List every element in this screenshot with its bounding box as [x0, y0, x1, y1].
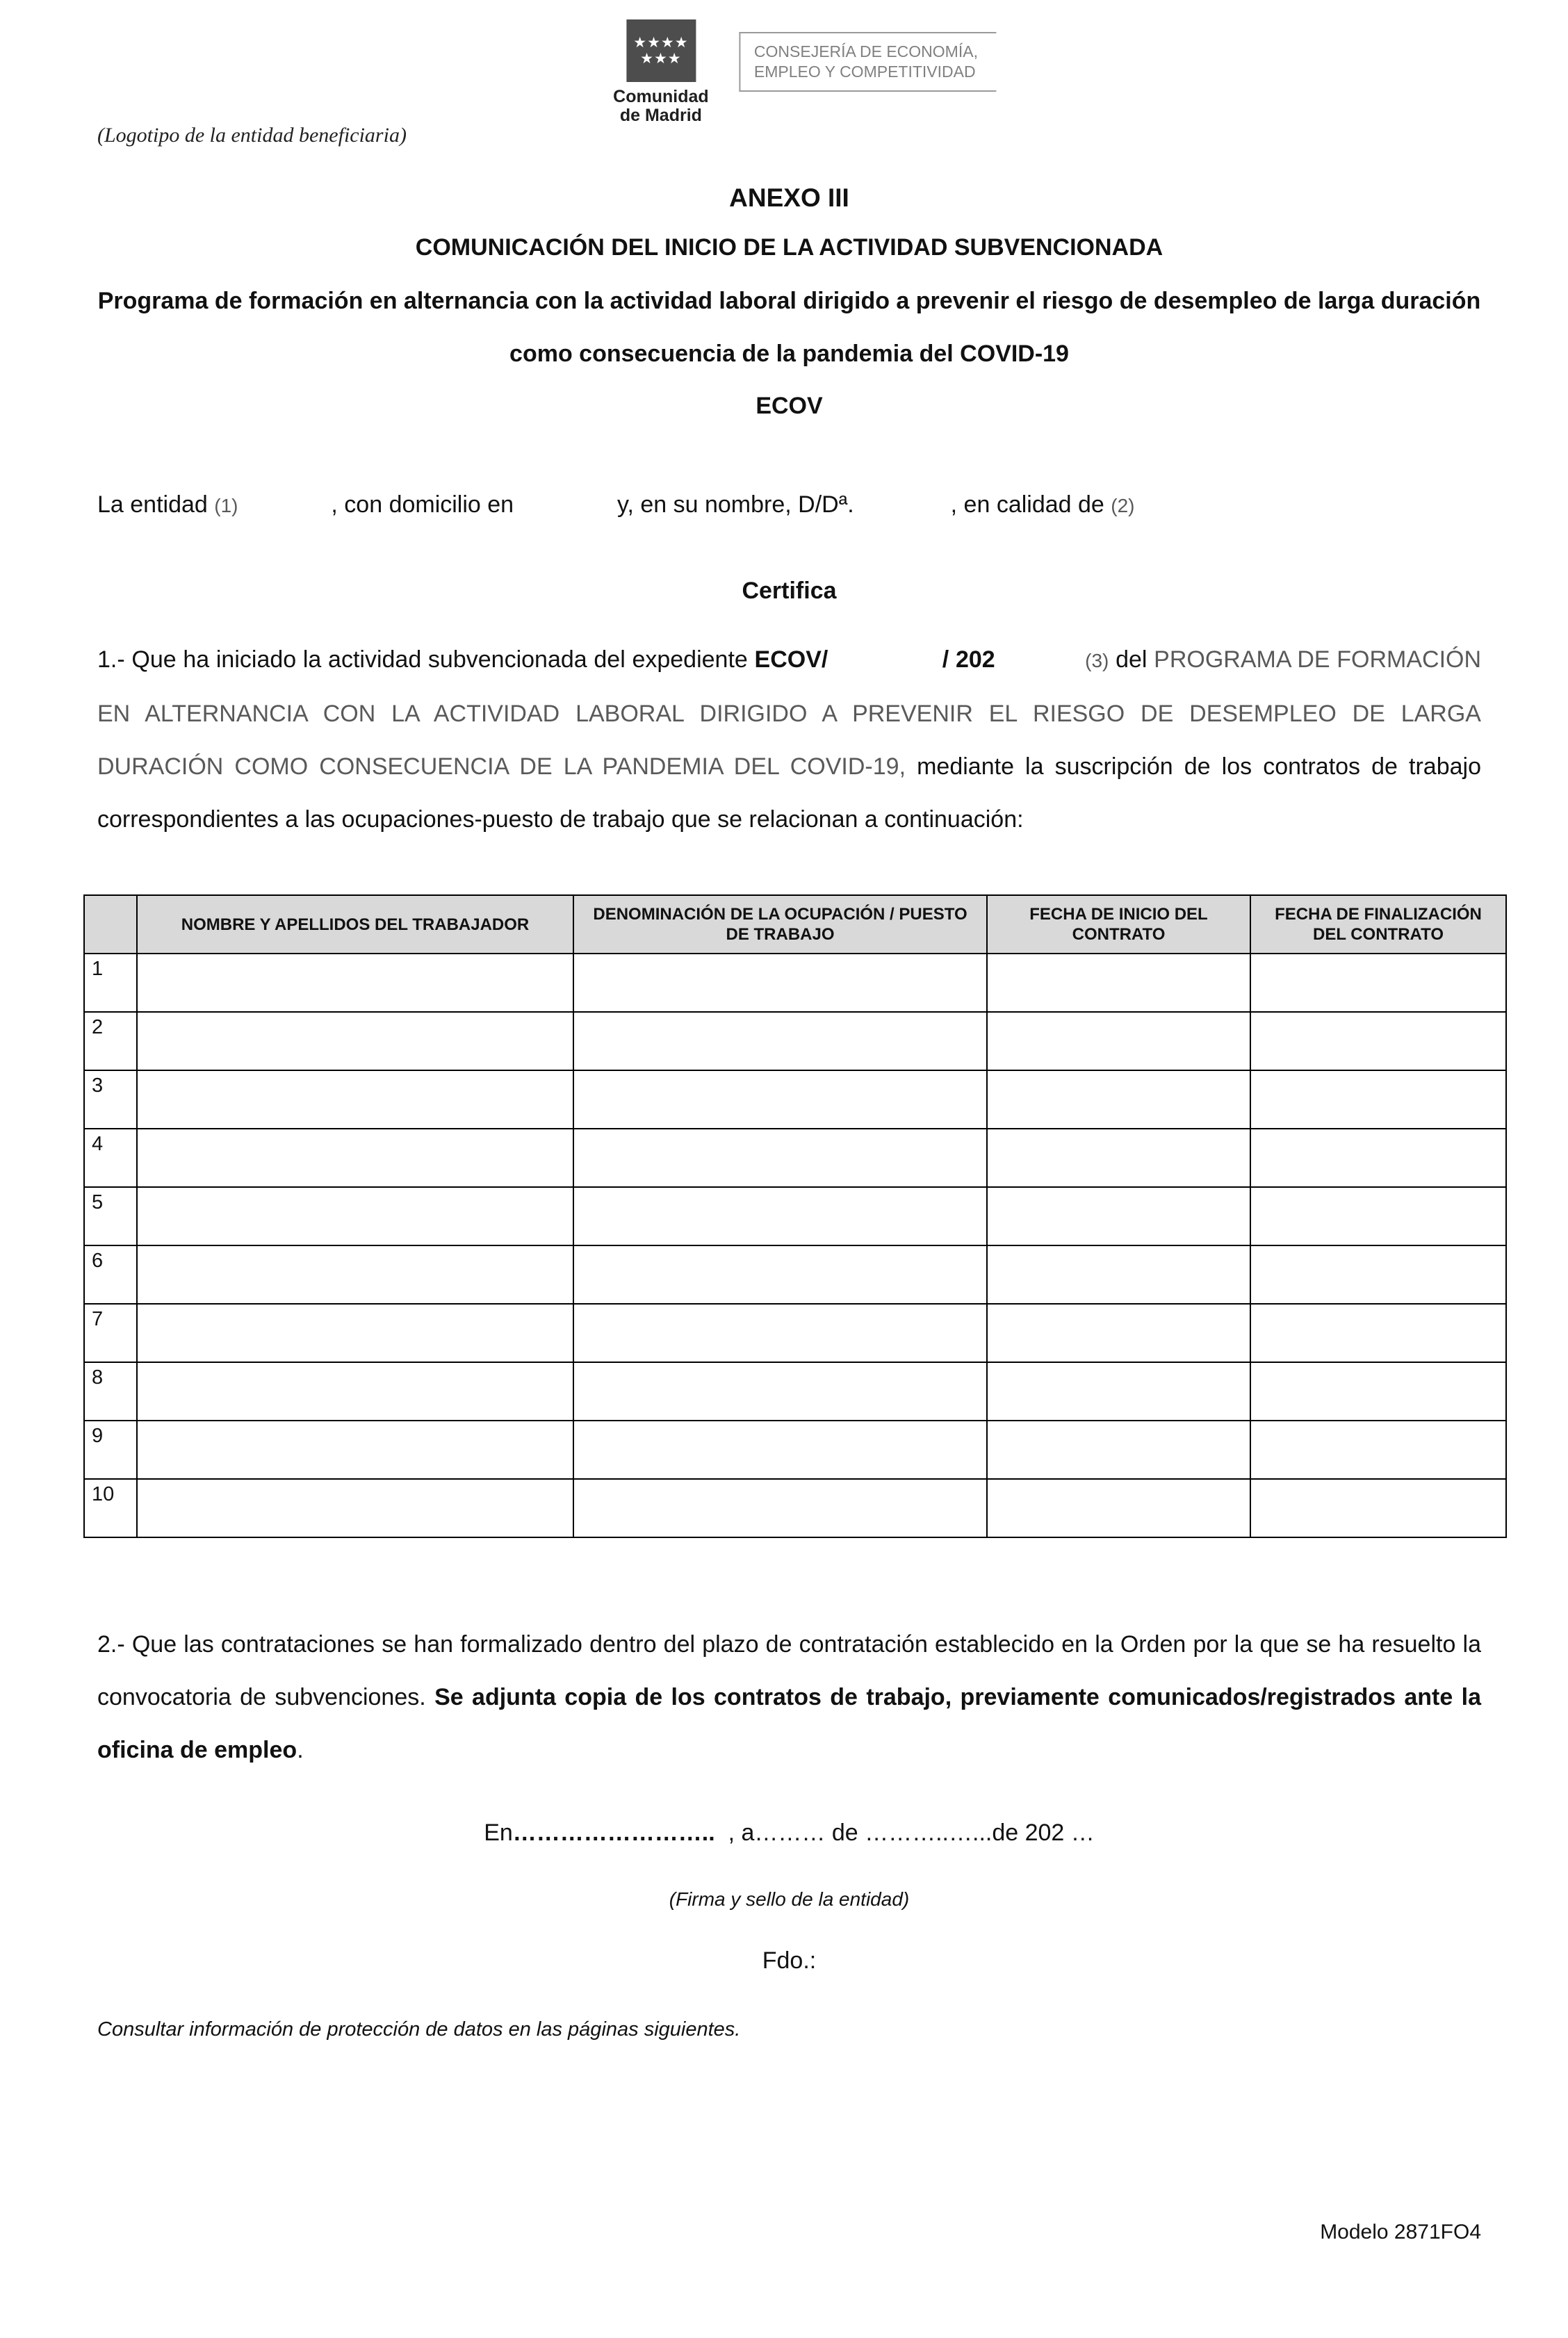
table-row — [84, 954, 1506, 1012]
clause-1 — [97, 633, 1481, 846]
consejeria-line1: CONSEJERÍA DE ECONOMÍA, — [753, 42, 978, 60]
empty-cell-start[interactable] — [987, 1070, 1250, 1129]
empty-cell-start[interactable] — [987, 1421, 1250, 1479]
clause1-text-mid: del — [1116, 646, 1148, 673]
workers-table-body — [84, 954, 1506, 1537]
empty-cell-occ[interactable] — [573, 1070, 987, 1129]
table-row — [84, 1129, 1506, 1187]
header-row-number — [84, 895, 137, 954]
madrid-logo-line2: de Madrid — [619, 106, 702, 125]
header-contract-start-date: FECHA DE INICIO DEL CONTRATO — [987, 895, 1250, 954]
row-number: 10 — [84, 1479, 137, 1537]
consejeria-line2: EMPLEO Y COMPETITIVIDAD — [753, 63, 976, 81]
empty-cell-end[interactable] — [1250, 1304, 1506, 1362]
document-subtitle: COMUNICACIÓN DEL INICIO DE LA ACTIVIDAD SUBVENCIONADA — [415, 234, 1163, 261]
expediente-year-prefix: / 202 — [942, 646, 995, 673]
empty-cell-end[interactable] — [1250, 1362, 1506, 1421]
clause2-bold-text: Se adjunta copia de los contratos de trabajo, previamente comunicados/registrados ante la oficina de empleo — [97, 1684, 1481, 1763]
table-row — [84, 1187, 1506, 1245]
signature-note: (Firma y sello de la entidad) — [669, 1888, 910, 1910]
empty-cell-end[interactable] — [1250, 954, 1506, 1012]
empty-cell-end[interactable] — [1250, 1187, 1506, 1245]
row-number: 2 — [84, 1012, 137, 1070]
program-name-caps: PROGRAMA DE FORMACIÓN EN ALTERNANCIA CON LA ACTIVIDAD LABORAL DIRIGIDO A PREVENIR EL RIESGO DE DESEMPLEO DE LARGA DURACIÓN COMO CONSECUENCIA DE LA PANDEMIA DEL COVID-19, — [97, 646, 1482, 780]
empty-cell-occ[interactable] — [573, 1012, 987, 1070]
empty-cell-occ[interactable] — [573, 1304, 987, 1362]
signed-by-label: Fdo.: — [762, 1947, 817, 1974]
clause1-text-start: 1.- Que ha iniciado la actividad subvencionada del expediente — [97, 646, 748, 673]
empty-cell-occ[interactable] — [573, 1421, 987, 1479]
empty-cell-occ[interactable] — [573, 1187, 987, 1245]
empty-cell-name[interactable] — [137, 1421, 573, 1479]
row-number: 9 — [84, 1421, 137, 1479]
annex-title: ANEXO III — [729, 183, 849, 212]
table-row — [84, 1304, 1506, 1362]
table-row — [84, 1421, 1506, 1479]
empty-cell-start[interactable] — [987, 1012, 1250, 1070]
comunidad-madrid-logo — [598, 19, 996, 125]
table-row — [84, 1012, 1506, 1070]
entity-label: La entidad — [97, 491, 208, 518]
workers-table — [83, 894, 1507, 1538]
empty-cell-end[interactable] — [1250, 1012, 1506, 1070]
madrid-logo-line1: Comunidad — [613, 87, 709, 106]
program-code: ECOV — [756, 393, 823, 419]
madrid-flag-icon — [626, 19, 696, 82]
table-row — [84, 1362, 1506, 1421]
empty-cell-end[interactable] — [1250, 1421, 1506, 1479]
capacity-label: , en calidad de — [950, 491, 1104, 518]
row-number: 4 — [84, 1129, 137, 1187]
empty-cell-occ[interactable] — [573, 954, 987, 1012]
empty-cell-start[interactable] — [987, 1245, 1250, 1304]
empty-cell-name[interactable] — [137, 1245, 573, 1304]
empty-cell-name[interactable] — [137, 1304, 573, 1362]
clause1-text-end: mediante la suscripción de los contratos de trabajo correspondientes a las ocupaciones-puesto de trabajo que se relacionan a continuación: — [97, 753, 1481, 833]
beneficiary-logo-placeholder: (Logotipo de la entidad beneficiaria) — [97, 124, 407, 147]
empty-cell-name[interactable] — [137, 1187, 573, 1245]
consejeria-block — [739, 32, 996, 92]
footnote-marker-2: (2) — [1111, 495, 1135, 516]
madrid-flag-block — [598, 19, 724, 125]
clause2-text: 2.- Que las contrataciones se han formalizado dentro del plazo de contratación establecido en la Orden por la que se ha resuelto la convocatoria de subvenciones. — [97, 1631, 1481, 1710]
empty-cell-start[interactable] — [987, 954, 1250, 1012]
flag-stars-bottom: ★★★ — [640, 51, 682, 67]
table-row — [84, 1479, 1506, 1537]
empty-cell-name[interactable] — [137, 1070, 573, 1129]
flag-stars-top: ★★★★ — [633, 35, 689, 51]
empty-cell-occ[interactable] — [573, 1245, 987, 1304]
date-blank-dots[interactable]: , a……… de ………..…...de 202 … — [714, 1820, 1095, 1846]
row-number: 5 — [84, 1187, 137, 1245]
expediente-code-prefix: ECOV/ — [754, 646, 828, 673]
entity-line — [97, 490, 1481, 521]
header-contract-end-date: FECHA DE FINALIZACIÓN DEL CONTRATO — [1250, 895, 1506, 954]
empty-cell-start[interactable] — [987, 1129, 1250, 1187]
row-number: 1 — [84, 954, 137, 1012]
empty-cell-name[interactable] — [137, 1012, 573, 1070]
representative-label: y, en su nombre, D/Dª. — [617, 491, 854, 518]
domicile-label: , con domicilio en — [331, 491, 514, 518]
empty-cell-start[interactable] — [987, 1304, 1250, 1362]
empty-cell-name[interactable] — [137, 1479, 573, 1537]
date-place-line — [97, 1818, 1481, 1847]
row-number: 8 — [84, 1362, 137, 1421]
empty-cell-start[interactable] — [987, 1362, 1250, 1421]
empty-cell-name[interactable] — [137, 954, 573, 1012]
header-worker-name: NOMBRE Y APELLIDOS DEL TRABAJADOR — [137, 895, 573, 954]
footnote-marker-3: (3) — [1085, 650, 1109, 671]
empty-cell-occ[interactable] — [573, 1362, 987, 1421]
empty-cell-occ[interactable] — [573, 1129, 987, 1187]
empty-cell-end[interactable] — [1250, 1479, 1506, 1537]
empty-cell-start[interactable] — [987, 1187, 1250, 1245]
clause2-period: . — [297, 1737, 304, 1763]
clause-2 — [97, 1618, 1481, 1776]
empty-cell-end[interactable] — [1250, 1070, 1506, 1129]
empty-cell-name[interactable] — [137, 1129, 573, 1187]
table-row — [84, 1070, 1506, 1129]
row-number: 3 — [84, 1070, 137, 1129]
empty-cell-name[interactable] — [137, 1362, 573, 1421]
table-header-row — [84, 895, 1506, 954]
program-title: Programa de formación en alternancia con la actividad laboral dirigido a prevenir el riesgo de desempleo de larga duración como consecuencia de la pandemia del COVID-19 — [97, 288, 1481, 367]
privacy-note: Consultar información de protección de datos en las páginas siguientes. — [97, 2018, 741, 2041]
row-number: 7 — [84, 1304, 137, 1362]
page-header — [97, 19, 1481, 152]
row-number: 6 — [84, 1245, 137, 1304]
model-number: Modelo 2871FO4 — [1320, 2221, 1481, 2243]
empty-cell-end[interactable] — [1250, 1129, 1506, 1187]
empty-cell-end[interactable] — [1250, 1245, 1506, 1304]
table-row — [84, 1245, 1506, 1304]
madrid-logo-wordmark — [613, 88, 709, 125]
certifies-heading: Certifica — [742, 578, 837, 604]
place-blank-dots[interactable]: …………………….. — [512, 1820, 715, 1846]
empty-cell-occ[interactable] — [573, 1479, 987, 1537]
header-occupation: DENOMINACIÓN DE LA OCUPACIÓN / PUESTO DE TRABAJO — [573, 895, 987, 954]
empty-cell-start[interactable] — [987, 1479, 1250, 1537]
footnote-marker-1: (1) — [214, 495, 238, 516]
date-line-prefix: En — [484, 1820, 513, 1846]
